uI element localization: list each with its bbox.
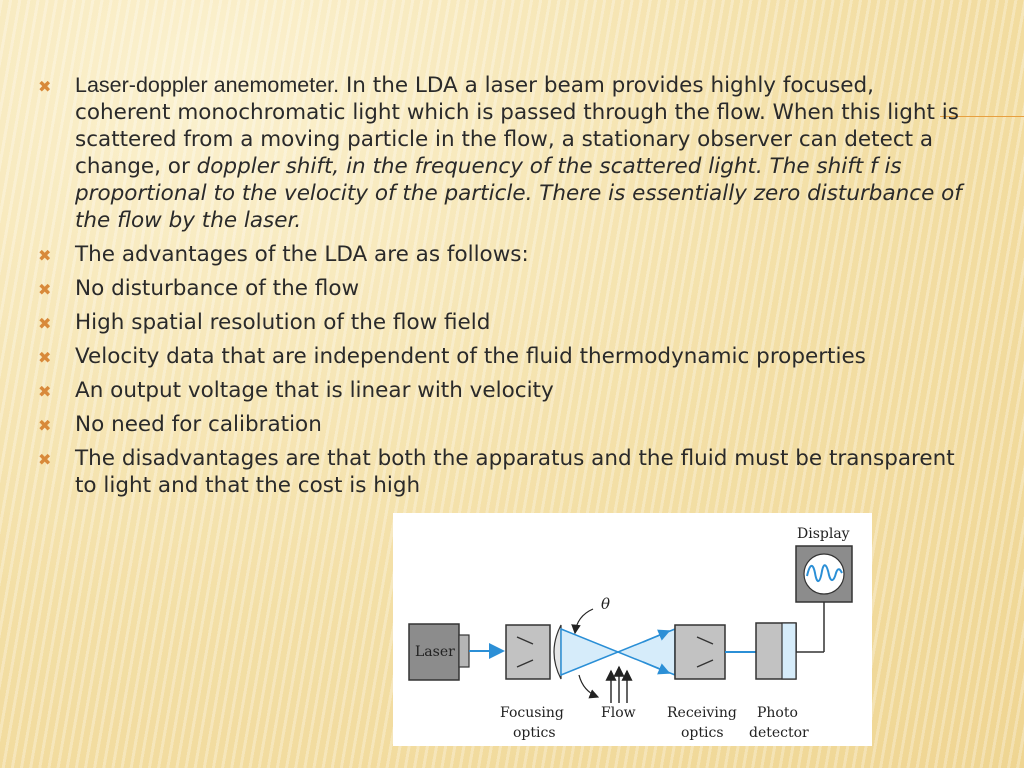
x-mark-icon: ✖ — [38, 382, 52, 401]
receiving-optics-box — [675, 625, 725, 679]
x-mark-icon: ✖ — [38, 77, 52, 96]
bullet-lead: Laser-doppler anemometer. — [75, 73, 340, 97]
bullet-item — [36, 445, 976, 499]
angle-arrow-bottom — [579, 675, 598, 697]
beam-cone-left — [561, 629, 618, 675]
receiving-label-1: Receiving — [667, 705, 737, 721]
bullet-text: No need for calibration — [75, 412, 322, 437]
focusing-label-2: optics — [513, 725, 556, 741]
focusing-lens — [554, 625, 561, 679]
x-mark-icon: ✖ — [38, 348, 52, 367]
flow-label: Flow — [601, 705, 636, 721]
angle-label: θ — [601, 595, 611, 613]
x-mark-icon: ✖ — [38, 416, 52, 435]
bullet-item — [36, 309, 976, 336]
receiving-label-2: optics — [681, 725, 724, 741]
laser-label: Laser — [415, 644, 455, 660]
bullet-text: In the LDA a laser beam provides highly focused, coherent monochromatic light which is passed through the flow. When this light is scattered from a moving particle in the flow, a stationary observer can detect a change, or — [75, 73, 959, 179]
angle-arrow-left — [575, 609, 593, 633]
bullet-item — [36, 72, 976, 234]
x-mark-icon: ✖ — [38, 314, 52, 333]
laser-nozzle — [459, 635, 469, 667]
x-mark-icon: ✖ — [38, 246, 52, 265]
photo-label-2: detector — [749, 725, 809, 741]
display-label: Display — [797, 526, 850, 542]
x-mark-icon: ✖ — [38, 280, 52, 299]
bullet-item — [36, 241, 976, 268]
bullet-text: High spatial resolution of the flow field — [75, 310, 491, 335]
bullet-text: The advantages of the LDA are as follows: — [75, 242, 529, 267]
bullet-list — [36, 72, 976, 506]
bullet-text: The disadvantages are that both the apparatus and the fluid must be transparent to light and that the cost is high — [75, 446, 955, 498]
bullet-text: doppler shift, in the frequency of the scattered light. The shift f is proportional to the velocity of the particle. There is essentially zero disturbance of the flow by the laser. — [75, 154, 962, 233]
bullet-item — [36, 411, 976, 438]
focusing-label-1: Focusing — [500, 705, 564, 721]
bullet-text: An output voltage that is linear with velocity — [75, 378, 554, 403]
x-mark-icon: ✖ — [38, 450, 52, 469]
bullet-item — [36, 377, 976, 404]
bullet-item — [36, 343, 976, 370]
beam-cone-right — [618, 629, 675, 675]
photo-detector-window — [782, 623, 796, 679]
lda-diagram — [393, 513, 872, 746]
focusing-optics-box — [506, 625, 550, 679]
bullet-item — [36, 275, 976, 302]
photo-label-1: Photo — [757, 705, 798, 721]
display-screen — [804, 554, 844, 594]
bullet-text: Velocity data that are independent of the fluid thermodynamic properties — [75, 344, 866, 369]
bullet-text: No disturbance of the flow — [75, 276, 360, 301]
